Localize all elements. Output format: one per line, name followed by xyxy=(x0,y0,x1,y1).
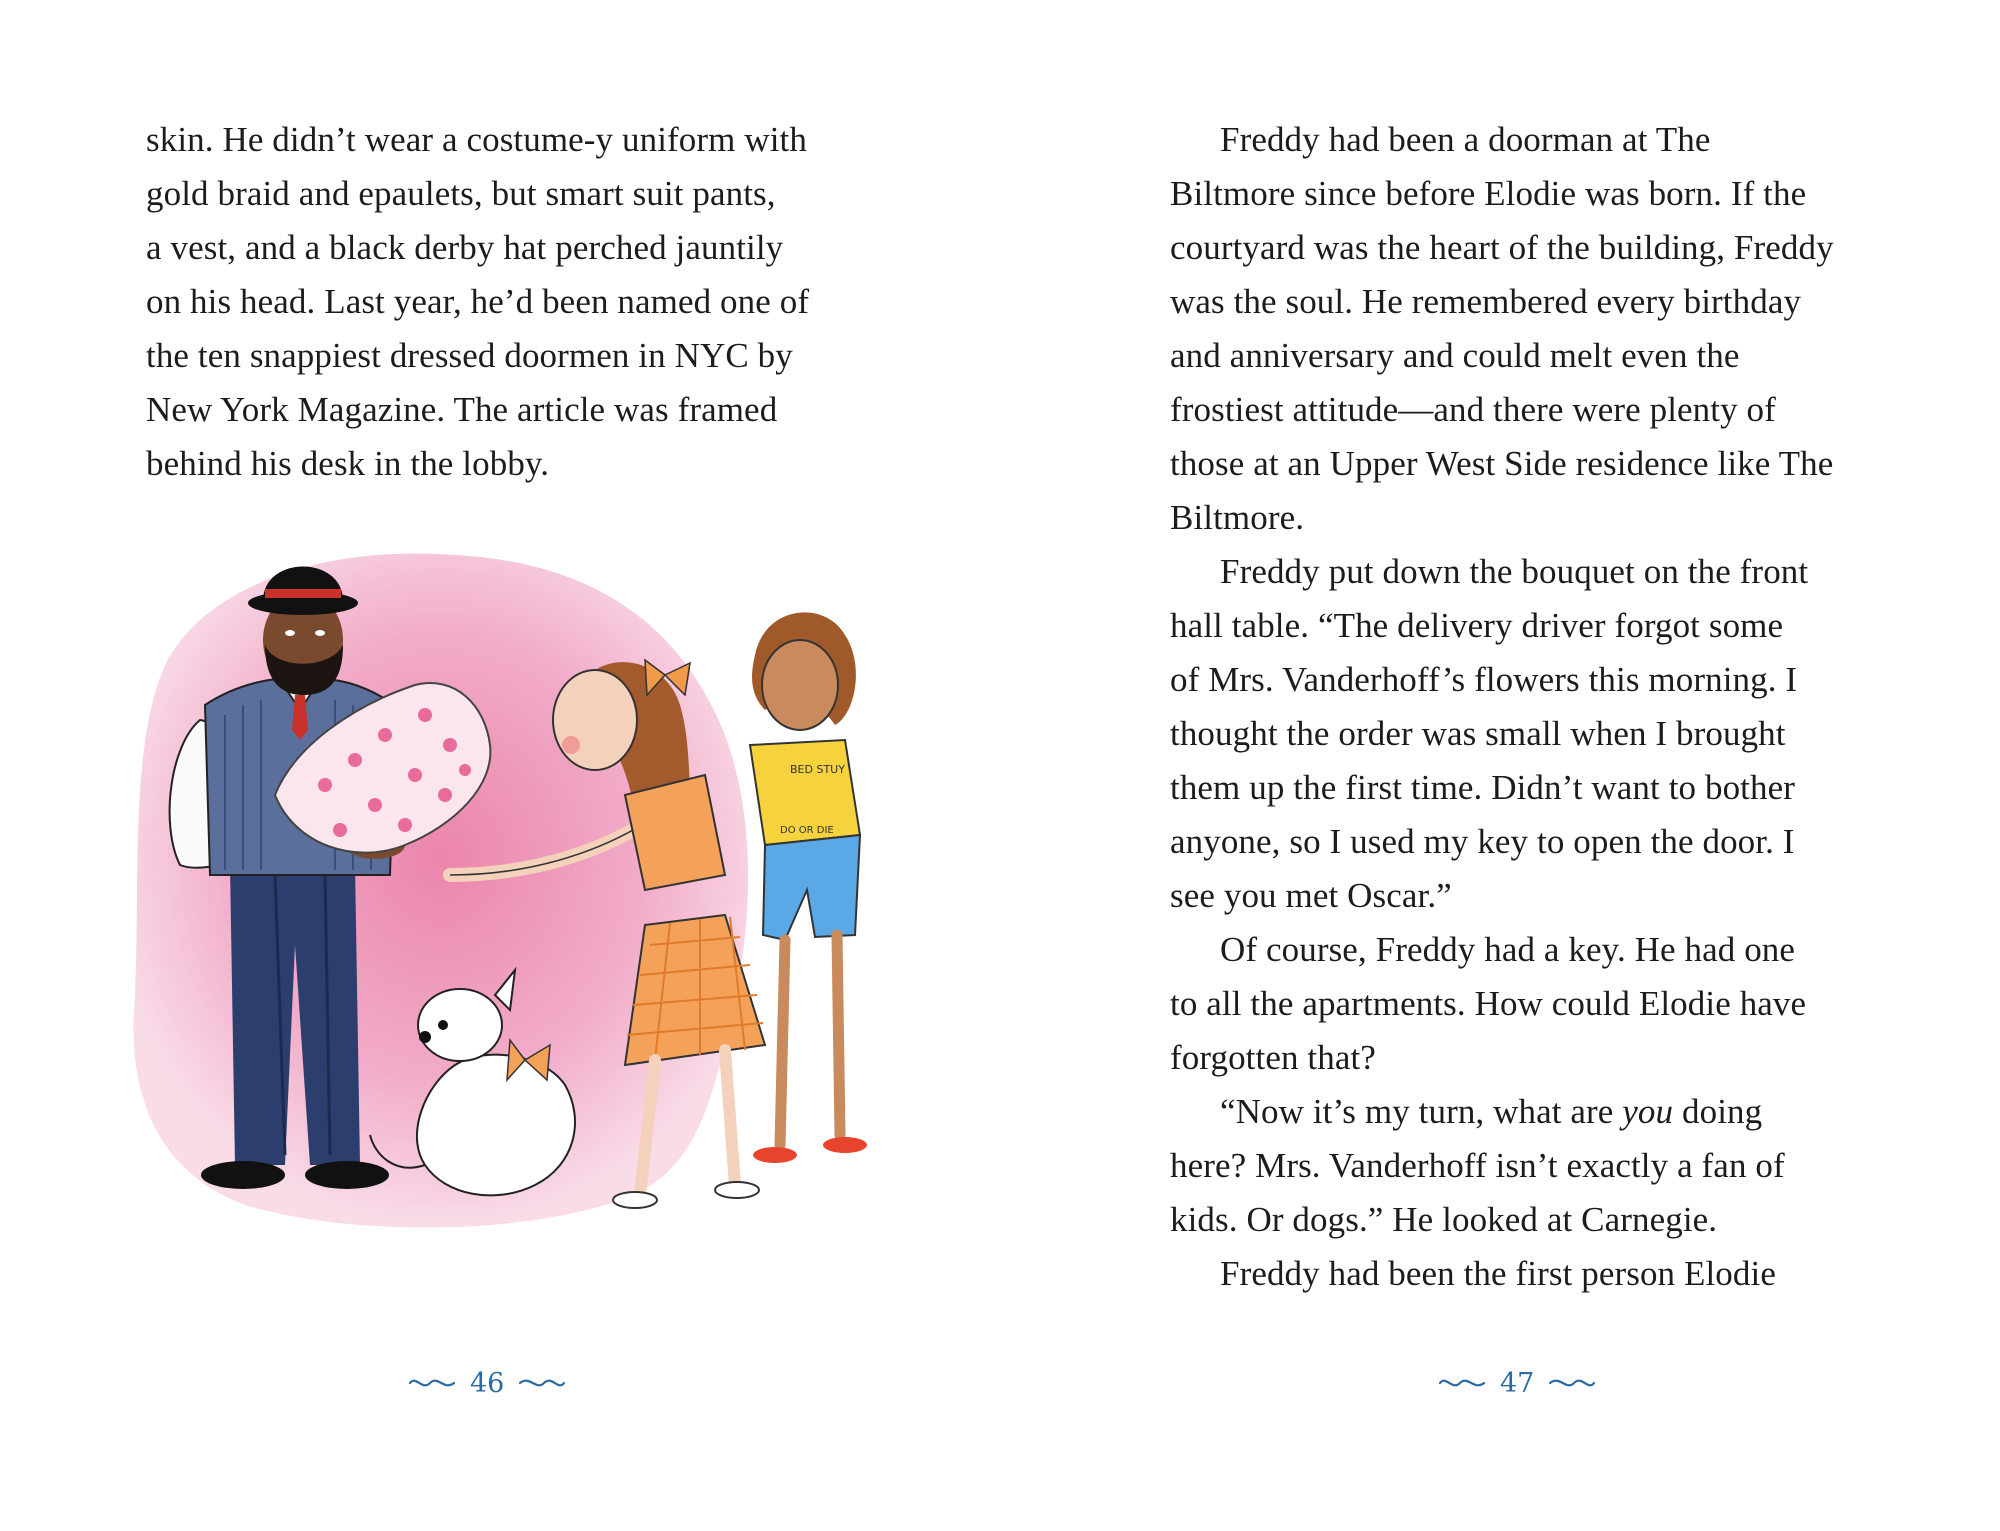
shirt-text-top: BED STUY xyxy=(790,763,845,776)
text-line: here? Mrs. Vanderhoff isn’t exactly a fan of xyxy=(1170,1146,1785,1185)
text-line: Of course, Freddy had a key. He had one xyxy=(1220,930,1796,969)
text-line: skin. He didn’t wear a costume-y uniform with xyxy=(146,120,807,159)
dog-head xyxy=(418,989,502,1061)
swash-ornament-icon xyxy=(408,1373,456,1393)
doorman-right-shoe xyxy=(305,1161,389,1189)
text-line: Freddy had been a doorman at The xyxy=(1220,120,1711,159)
text-segment: doing xyxy=(1673,1092,1763,1131)
text-line: Biltmore since before Elodie was born. If the xyxy=(1170,174,1807,213)
boy-head xyxy=(762,640,838,730)
emphasis-text: you xyxy=(1622,1092,1674,1131)
swash-ornament-icon xyxy=(1548,1373,1596,1393)
text-line: them up the first time. Didn’t want to bother xyxy=(1170,768,1795,807)
text-line: thought the order was small when I brought xyxy=(1170,714,1786,753)
text-line: and anniversary and could melt even the xyxy=(1170,336,1740,375)
text-line: the ten snappiest dressed doormen in NYC by xyxy=(146,336,793,375)
text-line: of Mrs. Vanderhoff’s flowers this morning. I xyxy=(1170,660,1798,699)
text-line: a vest, and a black derby hat perched jauntily xyxy=(146,228,784,267)
boy-shorts xyxy=(763,835,860,940)
text-line: behind his desk in the lobby. xyxy=(146,444,550,483)
text-line: gold braid and epaulets, but smart suit pants, xyxy=(146,174,776,213)
page-number: 47 xyxy=(1500,1367,1535,1399)
text-segment: “Now it’s my turn, what are xyxy=(1220,1092,1623,1131)
text-line: on his head. Last year, he’d been named one of xyxy=(146,282,810,321)
girl-head xyxy=(553,670,637,770)
right-page xyxy=(1000,0,2000,1531)
text-line: to all the apartments. How could Elodie have xyxy=(1170,984,1807,1023)
text-line: frostiest attitude—and there were plenty of xyxy=(1170,390,1776,429)
page-number-footer xyxy=(408,1363,566,1403)
text-line: hall table. “The delivery driver forgot some xyxy=(1170,606,1784,645)
swash-ornament-icon xyxy=(518,1373,566,1393)
doorman-left-shoe xyxy=(201,1161,285,1189)
text-line: Biltmore. xyxy=(1170,498,1305,537)
illustration xyxy=(125,545,915,1285)
text-line: anyone, so I used my key to open the door. I xyxy=(1170,822,1795,861)
right-page-text xyxy=(1170,113,1890,1301)
text-line: was the soul. He remembered every birthday xyxy=(1170,282,1802,321)
page-number-footer xyxy=(1438,1363,1596,1403)
left-page-text xyxy=(146,113,866,491)
text-line: courtyard was the heart of the building, Freddy xyxy=(1170,228,1834,267)
text-line: New York Magazine. The article was framed xyxy=(146,390,778,429)
text-line xyxy=(1170,1085,1890,1139)
text-line: Freddy had been the first person Elodie xyxy=(1220,1254,1776,1293)
text-line: kids. Or dogs.” He looked at Carnegie. xyxy=(1170,1200,1718,1239)
text-line: see you met Oscar.” xyxy=(1170,876,1452,915)
swash-ornament-icon xyxy=(1438,1373,1486,1393)
page-number: 46 xyxy=(470,1367,505,1399)
text-line: those at an Upper West Side residence like The xyxy=(1170,444,1834,483)
shirt-text-bottom: DO OR DIE xyxy=(780,825,834,836)
text-line: Freddy put down the bouquet on the front xyxy=(1220,552,1809,591)
boy-figure xyxy=(750,612,867,1163)
text-line: forgotten that? xyxy=(1170,1038,1376,1077)
hat-band xyxy=(265,589,341,598)
